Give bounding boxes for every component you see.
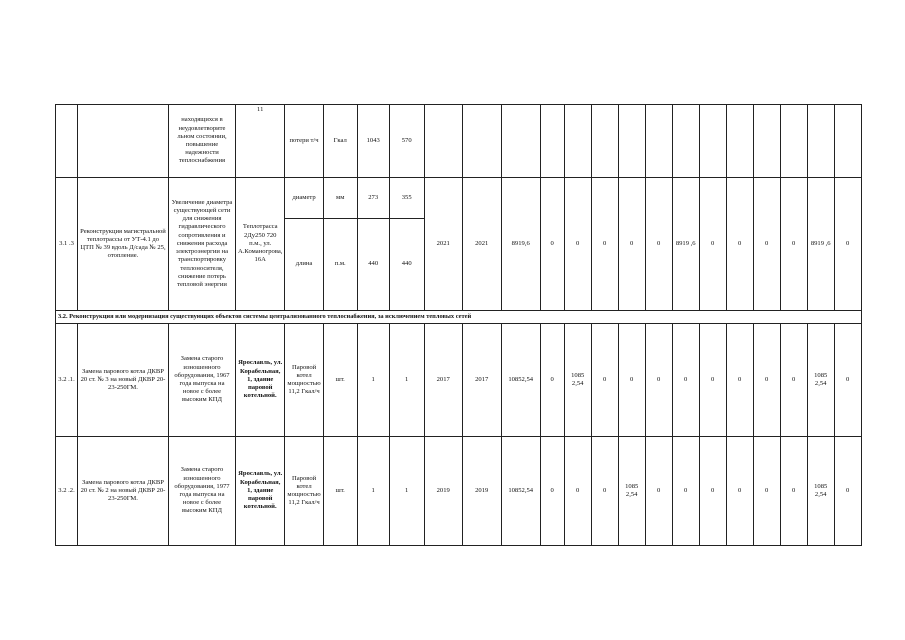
cell-location: 11 <box>236 105 285 178</box>
section-header-3-2 <box>56 311 862 324</box>
cell-description: Замена старого изношенного оборудования, 1967 года выпуска на новое с более высоким КПД <box>169 324 236 437</box>
cell-name: Замена парового котла ДКВР 20 ст. № 2 на новый ДКВР 20-23-250ГМ. <box>78 437 169 546</box>
cell-year-value: 0 <box>726 324 753 437</box>
cell-before: 1 <box>357 437 389 546</box>
cell-year-value: 0 <box>834 437 861 546</box>
cell-year-value: 0 <box>699 178 726 311</box>
cell-empty <box>672 105 699 178</box>
cell-unit: мм <box>323 178 357 219</box>
cell-year-value: 0 <box>540 178 564 311</box>
cell-unit: шт. <box>323 437 357 546</box>
cell-end-year: 2019 <box>462 437 501 546</box>
cell-year-value: 8919 ,6 <box>672 178 699 311</box>
cell-year-value: 0 <box>645 324 672 437</box>
cell-year-value: 0 <box>726 178 753 311</box>
cell-year-value: 0 <box>540 324 564 437</box>
cell-year-value: 0 <box>780 178 807 311</box>
cell-after: 1 <box>389 324 424 437</box>
cell-year-value: 0 <box>672 324 699 437</box>
cell-description: Увеличение диаметра существующей сети для снижения гидравлического сопротивления и снижения расхода электроэнергии на транспортировку теплоносителя, снижение потерь тепловой энергии <box>169 178 236 311</box>
cell-location: Ярославль, ул. Корабельная, 1, здание паровой котельной. <box>236 324 285 437</box>
cell-year-value: 0 <box>753 324 780 437</box>
cell-description: находящихся в неудовлетворите льном состоянии, повышение надежности теплоснабжения <box>169 105 236 178</box>
cell-before: 1043 <box>357 105 389 178</box>
cell-empty <box>726 105 753 178</box>
table-row-continuation <box>56 105 862 178</box>
cell-description: Замена старого изношенного оборудования, 1977 года выпуска на новое с более высоким КПД <box>169 437 236 546</box>
section-title: 3.2. Реконструкция или модернизация существующих объектов системы централизованного теплоснабжения, за исключением тепловых сетей <box>56 311 862 324</box>
cell-empty <box>424 105 462 178</box>
table-row-3-1-3 <box>56 178 862 219</box>
cell-end-year: 2021 <box>462 178 501 311</box>
investment-table <box>55 104 862 546</box>
cell-year-value: 0 <box>645 178 672 311</box>
cell-num: 3.1 .3 <box>56 178 78 311</box>
cell-empty <box>807 105 834 178</box>
cell-year-value: 0 <box>564 437 591 546</box>
cell-start-year: 2019 <box>424 437 462 546</box>
cell-empty <box>462 105 501 178</box>
cell-empty <box>501 105 540 178</box>
cell-year-value: 0 <box>780 324 807 437</box>
cell-unit: п.м. <box>323 219 357 311</box>
cell-year-value: 0 <box>780 437 807 546</box>
cell-param: диаметр <box>285 178 323 219</box>
cell-total: 10852,54 <box>501 324 540 437</box>
cell-year-value: 8919 ,6 <box>807 178 834 311</box>
cell-year-value: 0 <box>591 437 618 546</box>
cell-year-value: 0 <box>591 178 618 311</box>
cell-name: Реконструкция магистральной теплотрассы от УТ-4.1 до ЦТП № 39 вдоль Д/сада № 25, отопление. <box>78 178 169 311</box>
cell-empty <box>591 105 618 178</box>
cell-end-year: 2017 <box>462 324 501 437</box>
cell-empty <box>780 105 807 178</box>
cell-year-value: 0 <box>618 178 645 311</box>
cell-before: 440 <box>357 219 389 311</box>
cell-num: 3.2 .1. <box>56 324 78 437</box>
cell-year-value: 0 <box>753 437 780 546</box>
cell-location: Ярославль, ул. Корабельная, 1, здание паровой котельной. <box>236 437 285 546</box>
cell-year-value: 0 <box>618 324 645 437</box>
cell-param: Паровой котел мощностью 11,2 Гкал/ч <box>285 324 323 437</box>
cell-after: 570 <box>389 105 424 178</box>
cell-year-value: 0 <box>591 324 618 437</box>
table-row-3-2-1 <box>56 324 862 437</box>
cell-year-value: 0 <box>753 178 780 311</box>
cell-empty <box>618 105 645 178</box>
table-row-3-2-2 <box>56 437 862 546</box>
cell-unit: Гкал <box>323 105 357 178</box>
cell-before: 1 <box>357 324 389 437</box>
cell-year-value: 1085 2,54 <box>618 437 645 546</box>
cell-year-value: 0 <box>699 324 726 437</box>
cell-param: длина <box>285 219 323 311</box>
cell-empty <box>645 105 672 178</box>
cell-before: 273 <box>357 178 389 219</box>
cell-empty <box>834 105 861 178</box>
cell-year-value: 1085 2,54 <box>807 324 834 437</box>
cell-after: 355 <box>389 178 424 219</box>
cell-year-value: 0 <box>834 178 861 311</box>
cell-total: 8919,6 <box>501 178 540 311</box>
cell-num <box>56 105 78 178</box>
cell-name: Замена парового котла ДКВР 20 ст. № 3 на новый ДКВР 20-23-250ГМ. <box>78 324 169 437</box>
cell-empty <box>540 105 564 178</box>
cell-year-value: 0 <box>726 437 753 546</box>
cell-empty <box>753 105 780 178</box>
cell-year-value: 1085 2,54 <box>807 437 834 546</box>
cell-year-value: 0 <box>645 437 672 546</box>
cell-year-value: 0 <box>564 178 591 311</box>
cell-year-value: 0 <box>672 437 699 546</box>
cell-num: 3.2 .2. <box>56 437 78 546</box>
cell-name <box>78 105 169 178</box>
cell-year-value: 1085 2,54 <box>564 324 591 437</box>
cell-total: 10852,54 <box>501 437 540 546</box>
cell-after: 1 <box>389 437 424 546</box>
cell-year-value: 0 <box>699 437 726 546</box>
cell-start-year: 2021 <box>424 178 462 311</box>
cell-start-year: 2017 <box>424 324 462 437</box>
cell-param: потери т/ч <box>285 105 323 178</box>
cell-empty <box>564 105 591 178</box>
cell-year-value: 0 <box>834 324 861 437</box>
cell-after: 440 <box>389 219 424 311</box>
cell-location: Теплотрасса 2Ду250 720 п.м., ул. А.Команогрова, 16А <box>236 178 285 311</box>
cell-empty <box>699 105 726 178</box>
cell-unit: шт. <box>323 324 357 437</box>
cell-param: Паровой котел мощностью 11,2 Гкал/ч <box>285 437 323 546</box>
cell-year-value: 0 <box>540 437 564 546</box>
